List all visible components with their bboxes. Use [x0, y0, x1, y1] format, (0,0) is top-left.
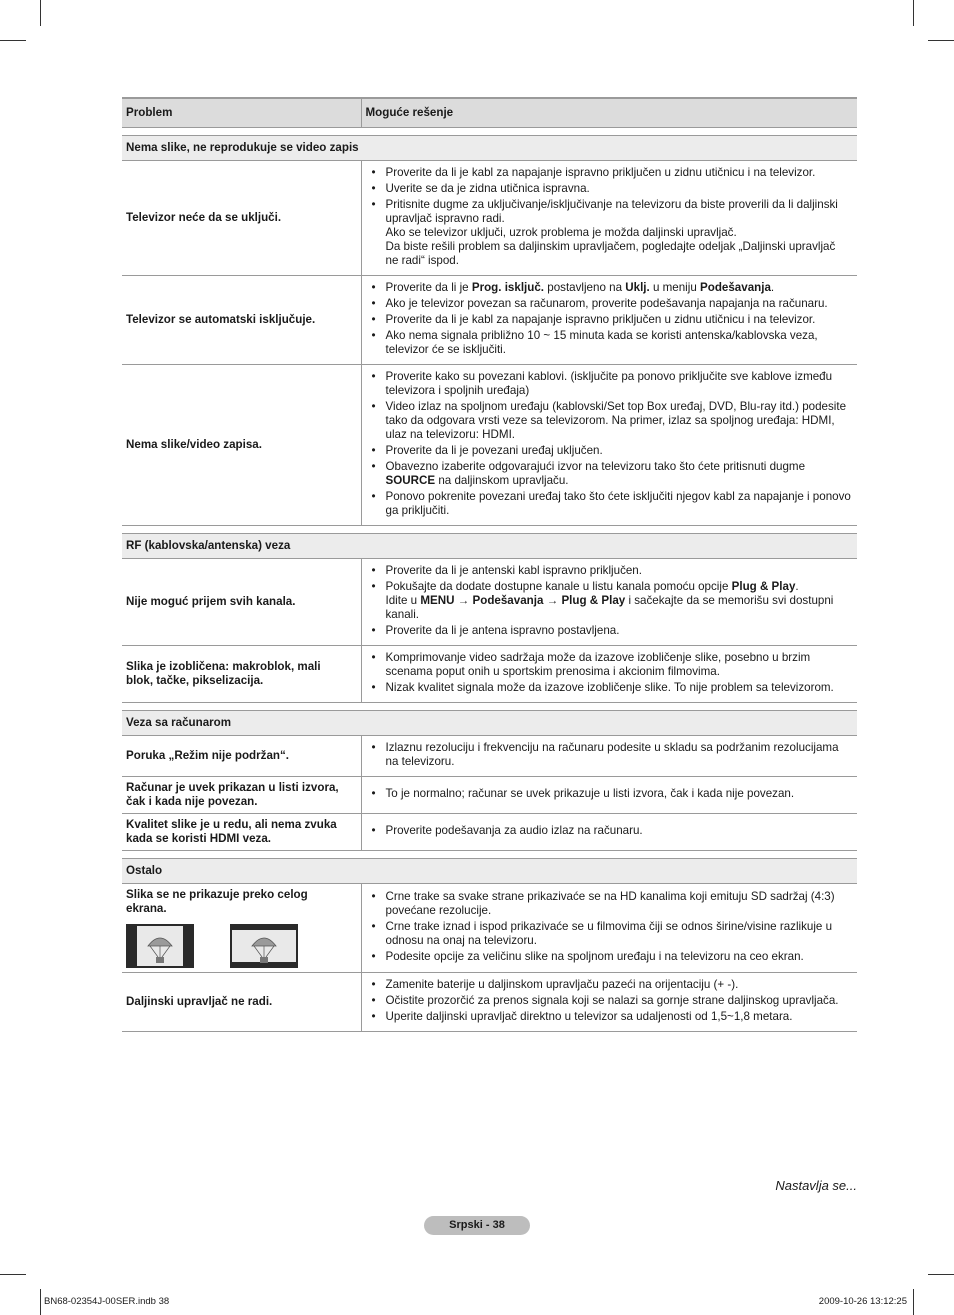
solution-list [366, 564, 852, 638]
table-row [122, 365, 857, 526]
table-row [122, 161, 857, 276]
solution-item [366, 624, 852, 638]
solution-item [366, 890, 852, 918]
section-title: RF (kablovska/antenska) veza [122, 534, 857, 559]
solution-line: Idite u MENU → Podešavanja → Plug & Play i sačekajte da se memorišu svi dostupni kanali. [385, 594, 834, 621]
problem-column-header: Problem [122, 98, 361, 128]
problem-text: Televizor se automatski isključuje. [126, 313, 316, 326]
solution-item [366, 681, 852, 695]
crop-mark [0, 40, 26, 41]
solution-list [366, 281, 852, 357]
solution-cell [361, 559, 857, 646]
solution-item [366, 460, 852, 488]
solution-line: Proverite da li je antena ispravno postavljena. [385, 624, 620, 637]
solution-list [366, 741, 852, 769]
solution-item [366, 444, 852, 458]
solution-cell [361, 736, 857, 777]
solution-line: Proverite da li je antenski kabl ispravno priključen. [385, 564, 642, 577]
section-spacer [122, 128, 857, 136]
solution-list [366, 824, 852, 838]
section-spacer [122, 851, 857, 859]
solution-item [366, 564, 852, 578]
solution-item [366, 994, 852, 1008]
section-row [122, 711, 857, 736]
solution-item [366, 400, 852, 442]
solution-item [366, 950, 852, 964]
solution-list [366, 166, 852, 268]
section-spacer [122, 703, 857, 711]
table-row [122, 884, 857, 973]
section-title: Nema slike, ne reprodukuje se video zapis [122, 136, 857, 161]
continued-note: Nastavlja se... [775, 1178, 857, 1193]
solution-line: Ako je televizor povezan sa računarom, proverite podešavanja napajanja na računaru. [385, 297, 828, 310]
solution-cell [361, 814, 857, 851]
solution-line: Očistite prozorčić za prenos signala koji se nalazi sa gornje strane daljinskog upravljača. [385, 994, 839, 1007]
solution-line: Podesite opcije za veličinu slike na spoljnom uređaju i na televizoru na ceo ekran. [385, 950, 804, 963]
problem-text: Kvalitet slike je u redu, ali nema zvuka kada se koristi HDMI veza. [126, 818, 337, 845]
solution-line: Proverite da li je kabl za napajanje ispravno priključen u zidnu utičnicu i na televizor. [385, 166, 816, 179]
solution-item [366, 370, 852, 398]
problem-text: Televizor neće da se uključi. [126, 211, 282, 224]
solution-line: Proverite da li je Prog. isključ. postavljeno na Uklj. u meniju Podešavanja. [385, 281, 775, 294]
solution-line: Zamenite baterije u daljinskom upravljaču pazeći na orijentaciju (+ -). [385, 978, 739, 991]
problem-cell [122, 646, 361, 703]
table-row [122, 973, 857, 1032]
solution-line: Video izlaz na spoljnom uređaju (kablovski/Set top Box uređaj, DVD, Blu-ray itd.) podesite tako da odgovara vrsti veze sa televizorom. Na primer, izlaz sa spoljnog uređaja: HDMI, ulaz na televizoru: HDMI. [385, 400, 847, 441]
tv-letterbox-icon [126, 924, 194, 968]
crop-mark [928, 40, 954, 41]
solution-line: Ako nema signala približno 10 ~ 15 minuta kada se koristi antenska/kablovska veza, televizor će se isključiti. [385, 329, 818, 356]
table-body [122, 128, 857, 1040]
solution-line: Komprimovanje video sadržaja može da izazove izobličenje slike, posebno u brzim scenama poput onih u sportskim prenosima i akcionim filmovima. [385, 651, 811, 678]
section-spacer [122, 526, 857, 534]
solution-item [366, 651, 852, 679]
crop-mark [928, 1274, 954, 1275]
tv-images [126, 924, 351, 968]
problem-cell [122, 736, 361, 777]
footer-datetime: 2009-10-26 13:12:25 [818, 1296, 907, 1307]
solution-line: Proverite da li je povezani uređaj uključen. [385, 444, 603, 457]
solution-line: Ako se televizor uključi, uzrok problema je možda daljinski upravljač. [385, 226, 737, 239]
problem-text: Računar je uvek prikazan u listi izvora, čak i kada nije povezan. [126, 781, 339, 808]
problem-cell [122, 161, 361, 276]
problem-text: Nije moguć prijem svih kanala. [126, 595, 296, 608]
solution-cell [361, 646, 857, 703]
solution-line: Crne trake iznad i ispod prikazivaće se u filmovima čiji se odnos širine/visine razlikuje u odnosu na onaj na televizoru. [385, 920, 833, 947]
problem-cell [122, 276, 361, 365]
solution-line: To je normalno; računar se uvek prikazuje u listi izvora, čak i kada nije povezan. [385, 787, 795, 800]
table-row [122, 814, 857, 851]
solution-item [366, 580, 852, 622]
solution-cell [361, 777, 857, 814]
solution-line: Uverite se da je zidna utičnica ispravna. [385, 182, 590, 195]
solution-item [366, 166, 852, 180]
solution-cell [361, 276, 857, 365]
crop-mark [913, 1289, 914, 1315]
solution-column-header: Moguće rešenje [361, 98, 857, 128]
troubleshooting-table [122, 97, 857, 1039]
solution-line: Obavezno izaberite odgovarajući izvor na televizoru tako što ćete pritisnuti dugme SOURCE na daljinskom upravljaču. [385, 460, 806, 487]
problem-text: Slika je izobličena: makroblok, mali blok, tačke, pikselizacija. [126, 660, 321, 687]
solution-line: Proverite podešavanja za audio izlaz na računaru. [385, 824, 643, 837]
section-row [122, 534, 857, 559]
solution-item [366, 490, 852, 518]
table-end [122, 1032, 857, 1040]
problem-cell [122, 973, 361, 1032]
solution-line: Ponovo pokrenite povezani uređaj tako što ćete isključiti njegov kabl za napajanje i ponovo ga priključiti. [385, 490, 851, 517]
solution-item [366, 787, 852, 801]
solution-item [366, 920, 852, 948]
solution-line: Proverite kako su povezani kablovi. (isključite pa ponovo priključite sve kablove između televizora i spoljnih uređaja) [385, 370, 833, 397]
tv-widescreen-icon [230, 924, 298, 968]
problem-cell [122, 814, 361, 851]
solution-line: Da biste rešili problem sa daljinskim upravljačem, pogledajte odeljak „Daljinski upravljač ne radi“ ispod. [385, 240, 836, 267]
section-title: Veza sa računarom [122, 711, 857, 736]
solution-item [366, 824, 852, 838]
solution-item [366, 313, 852, 327]
section-title: Ostalo [122, 859, 857, 884]
footer-file: BN68-02354J-00SER.indb 38 [44, 1296, 170, 1307]
solution-item [366, 329, 852, 357]
problem-cell [122, 365, 361, 526]
table-row [122, 736, 857, 777]
problem-text: Slika se ne prikazuje preko celog ekrana. [126, 888, 308, 915]
solution-cell [361, 161, 857, 276]
problem-text: Poruka „Režim nije podržan“. [126, 749, 289, 762]
solution-line: Nizak kvalitet signala može da izazove izobličenje slike. To nije problem sa televizorom. [385, 681, 834, 694]
problem-cell [122, 884, 361, 973]
crop-mark [0, 1274, 26, 1275]
solution-item [366, 741, 852, 769]
solution-list [366, 890, 852, 964]
solution-cell [361, 884, 857, 973]
solution-list [366, 651, 852, 695]
solution-cell [361, 973, 857, 1032]
solution-item [366, 978, 852, 992]
solution-item [366, 297, 852, 311]
solution-list [366, 787, 852, 801]
solution-list [366, 978, 852, 1024]
crop-mark [40, 1289, 41, 1315]
crop-mark [40, 0, 41, 26]
table-row [122, 646, 857, 703]
solution-list [366, 370, 852, 518]
solution-line: Crne trake sa svake strane prikazivaće se na HD kanalima koji emituju SD sadržaj (4:3) povećane rezolucije. [385, 890, 835, 917]
problem-cell [122, 559, 361, 646]
table-row [122, 276, 857, 365]
problem-text: Nema slike/video zapisa. [126, 438, 262, 451]
solution-item [366, 198, 852, 268]
solution-item [366, 1010, 852, 1024]
table-row [122, 559, 857, 646]
solution-line: Uperite daljinski upravljač direktno u televizor sa udaljenosti od 1,5~1,8 metara. [385, 1010, 793, 1023]
crop-mark [913, 0, 914, 26]
table-header [122, 98, 857, 128]
solution-item [366, 182, 852, 196]
solution-cell [361, 365, 857, 526]
section-row [122, 136, 857, 161]
solution-line: Izlaznu rezoluciju i frekvenciju na računaru podesite u skladu sa podržanim rezolucijama na televizoru. [385, 741, 839, 768]
problem-cell [122, 777, 361, 814]
solution-line: Pokušajte da dodate dostupne kanale u listu kanala pomoću opcije Plug & Play. [385, 580, 799, 593]
solution-line: Proverite da li je kabl za napajanje ispravno priključen u zidnu utičnicu i na televizor. [385, 313, 816, 326]
table-row [122, 777, 857, 814]
solution-item [366, 281, 852, 295]
solution-line: Pritisnite dugme za uključivanje/isključivanje na televizoru da biste proverili da li daljinski upravljač ispravno radi. [385, 198, 838, 225]
page-number-label: Srpski - 38 [424, 1216, 530, 1235]
section-row [122, 859, 857, 884]
problem-text: Daljinski upravljač ne radi. [126, 995, 273, 1008]
